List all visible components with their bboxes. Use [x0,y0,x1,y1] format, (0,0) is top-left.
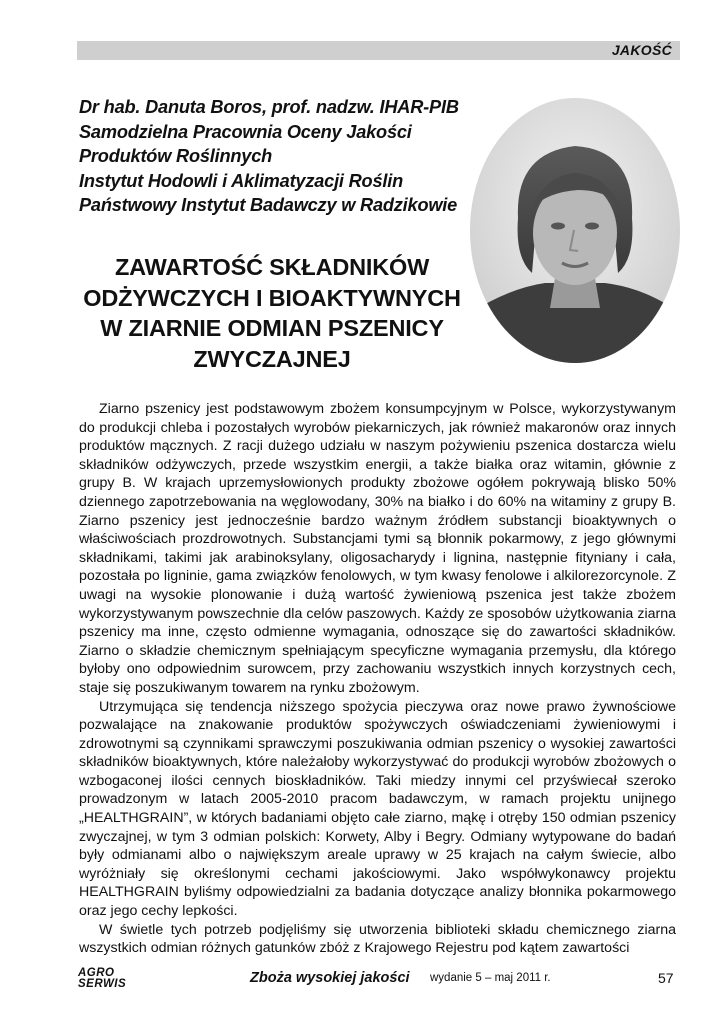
publication-title: Zboża wysokiej jakości [250,970,410,986]
page-footer [0,964,716,1004]
portrait-image [470,98,680,363]
author-affiliation-line: Państwowy Instytut Badawczy w Radzikowie [79,195,458,216]
paragraph: W świetle tych potrzeb podjęliśmy się utworzenia biblioteki składu chemicznego ziarna wszystkich odmian różnych gatunków zbóż z Krajowego Rejestru pod kątem zawartości [79,921,676,957]
author-affiliation-line: Instytut Hodowli i Aklimatyzacji Roślin [79,170,403,191]
section-label: JAKOŚĆ [611,42,672,58]
issue-info: wydanie 5 – maj 2011 r. [430,972,551,984]
author-name: Dr hab. Danuta Boros, prof. nadzw. IHAR-PIB [79,97,459,117]
agro-serwis-logo [78,968,138,990]
author-affiliation-line: Samodzielna Pracownia Oceny Jakości [79,121,412,142]
title-line: ODŻYWCZYCH I BIOAKTYWNYCH [83,284,461,311]
article-body [79,400,676,958]
header-bar [77,41,680,60]
paragraph: Ziarno pszenicy jest podstawowym zbożem konsumpcyjnym w Polsce, wykorzystywanym do produkcji chleba i pozostałych wyrobów piekarniczych, jak również makaronów oraz innych produktów mącznych. Z racji dużego udziału w naszym pożywieniu pszenica dostarcza wielu składników odżywczych, przede wszystkim energii, a także białka oraz witamin, głównie z grupy B. W krajach uprzemysłowionych produkty zbożowe ogółem pokrywają blisko 50% dziennego zapotrzebowania na węglowodany, 30% na białko i do 60% na witaminy z grupy B. Ziarno pszenicy jest jednocześnie bardzo ważnym źródłem substancji bioaktywnych o właściwościach prozdrowotnych. Substancjami tymi są błonnik pokarmowy, z jego głównymi składnikami, takimi jak arabinoksylany, oligosacharydy i lignina, następnie fityniany i cała, pozostała po ligninie, gama związków fenolowych, w tym kwasy fenolowe i alkilorezorcynole. Z uwagi na wysokie plonowanie i dużą wartość żywieniową pszenica jest także zbożem wykorzystywanym powszechnie dla celów paszowych. Każdy ze sposobów użytkowania ziarna pszenicy ma inne, często odmienne wymagania, odnoszące się do zawartości składników. Ziarno o składzie chemicznym spełniającym specyficzne wymagania przemysłu, dla którego byłoby ono odpowiednim surowcem, przy zachowaniu wszystkich innych korzystnych cech, staje się poszukiwanym towarem na rynku zbożowym. [79,401,676,696]
title-line: W ZIARNIE ODMIAN PSZENICY [100,315,444,342]
logo-line: SERWIS [78,978,127,990]
logo-line: AGRO [78,967,115,979]
author-affiliation-line: Produktów Roślinnych [79,146,273,167]
author-block [79,95,479,218]
title-line: ZWYCZAJNEJ [193,345,351,372]
article-title [72,252,472,374]
author-photo [470,98,680,363]
paragraph: Utrzymująca się tendencja niższego spożycia pieczywa oraz nowe prawo żywnościowe pozwalające na znakowanie produktów spożywczych oświadczeniami żywieniowymi i zdrowotnymi są czynnikami sprawczymi poszukiwania odmian pszenicy o wysokiej zawartości składników bioaktywnych, które należałoby wykorzystywać do produkcji wyrobów zbożowych o wzbogaconej ilości cennych bioskładników. Taki miedzy innymi cel przyświecał szeroko prowadzonym w latach 2005-2010 pracom badawczym, w ramach projektu unijnego „HEALTHGRAIN”, w których badaniami objęto całe ziarno, mąkę i otręby 150 odmian pszenicy zwyczajnej, w tym 3 odmian polskich: Korwety, Alby i Begry. Odmiany wytypowane do badań były odmianami albo o największym areale uprawy w 25 krajach na całym świecie, albo wyróżniały się określonymi cechami jakościowymi. Jako współwykonawcy projektu HEALTHGRAIN byliśmy odpowiedzialni za badania dotyczące analizy błonnika pokarmowego oraz jego cechy lepkości. [79,698,676,920]
page-number: 57 [658,970,674,986]
title-line: ZAWARTOŚĆ SKŁADNIKÓW [114,254,430,280]
